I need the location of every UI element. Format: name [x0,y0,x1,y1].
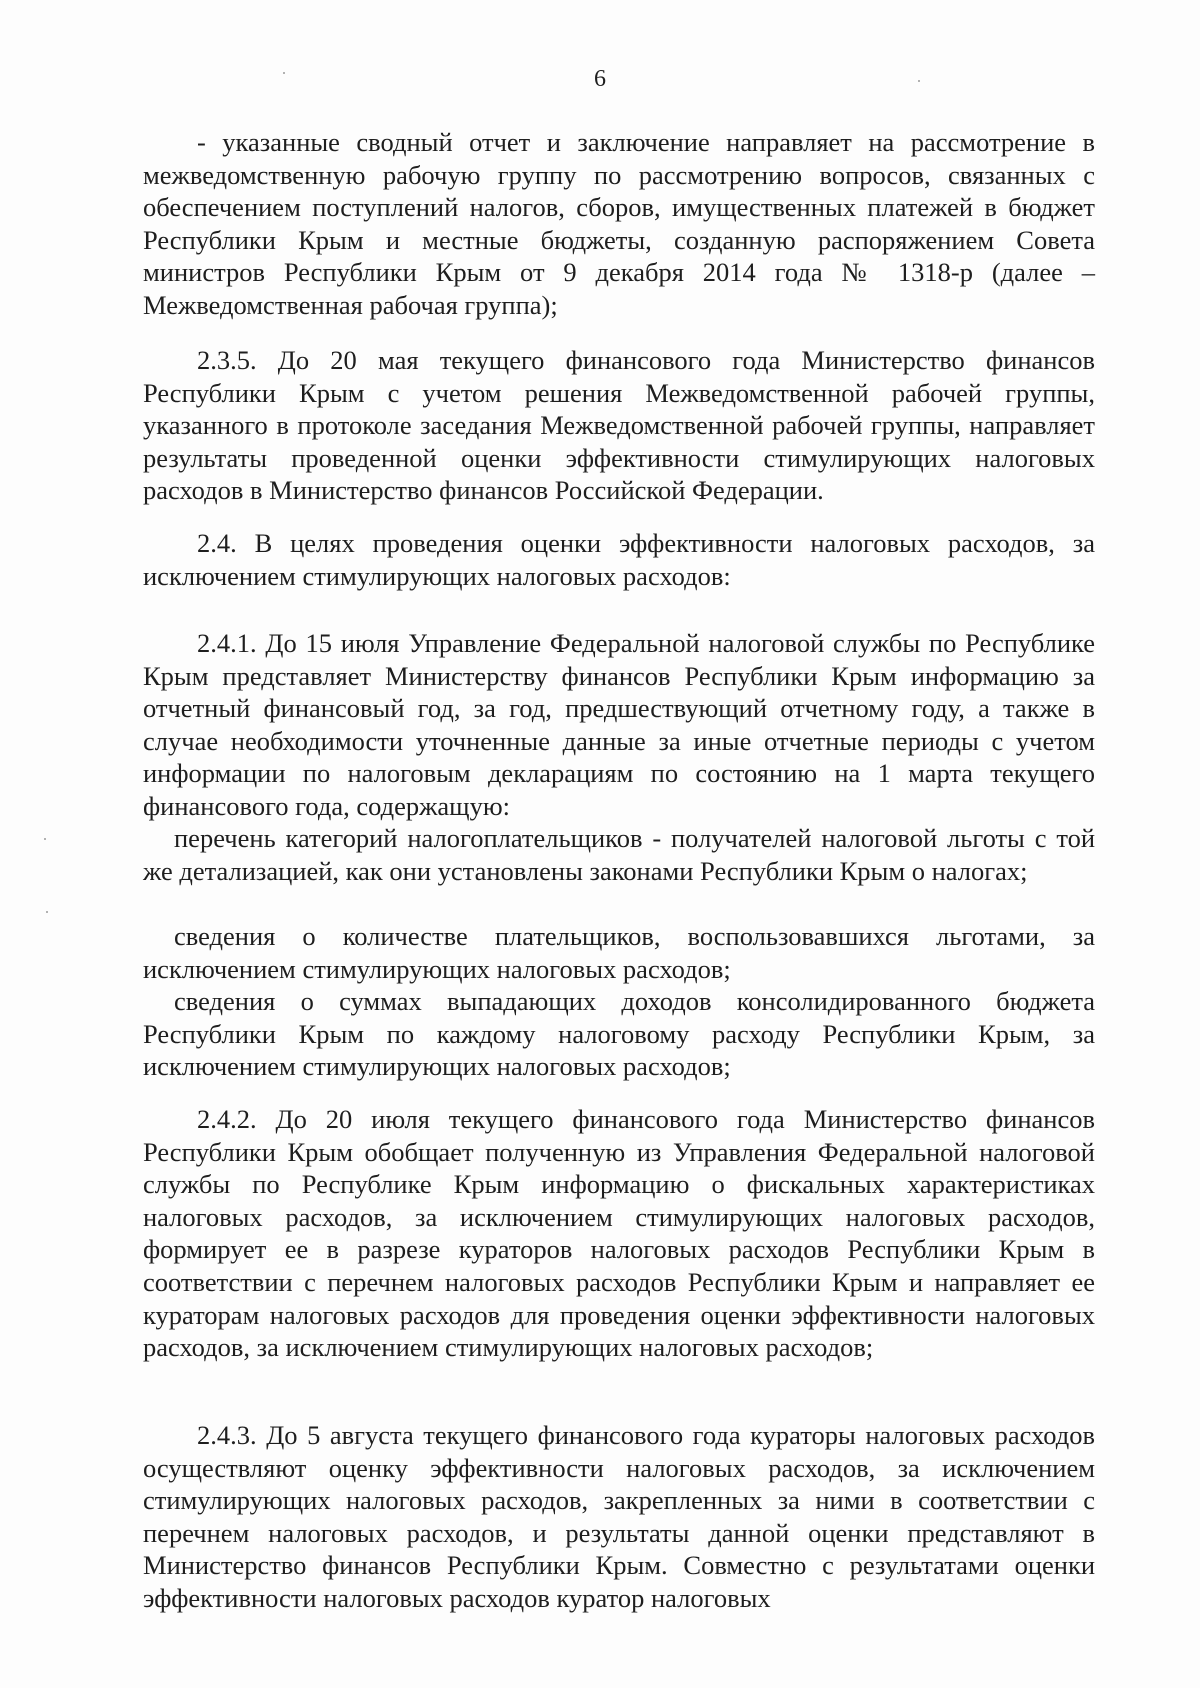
paragraph-2-3-5: 2.3.5. До 20 мая текущего финансового года Министерство финансов Республики Крым с учетом решения Межведомственной рабочей группы, указанного в протоколе заседания Межведомственной рабочей группы, направляет результаты проведенной оценки эффективности стимулирующих налоговых расходов в Министерство финансов Российской Федерации. [143,345,1095,506]
list-item-lost-revenue: сведения о суммах выпадающих доходов консолидированного бюджета Республики Крым по каждому налоговому расходу Республики Крым, за исключением стимулирующих налоговых расходов; [143,986,1095,1082]
page-number: 6 [594,66,606,92]
list-item-taxpayer-categories: перечень категорий налогоплательщиков - получателей налоговой льготы с той же детализацией, как они установлены законами Республики Крым о налогах; [143,823,1095,886]
list-item-payer-count: сведения о количестве плательщиков, воспользовавшихся льготами, за исключением стимулирующих налоговых расходов; [143,921,1095,984]
scan-speck [44,838,46,840]
scan-speck [283,72,285,74]
paragraph-2-4: 2.4. В целях проведения оценки эффективности налоговых расходов, за исключением стимулирующих налоговых расходов: [143,528,1095,591]
scan-speck [46,911,48,913]
paragraph-2-4-1: 2.4.1. До 15 июля Управление Федеральной налоговой службы по Республике Крым представляет Министерству финансов Республики Крым информацию за отчетный финансовый год, за год, предшествующий отчетному году, а также в случае необходимости уточненные данные за иные отчетные периоды с учетом информации по налоговым декларациям по состоянию на 1 марта текущего финансового года, содержащую: [143,628,1095,821]
scan-speck [918,80,920,82]
paragraph-summary-report: - указанные сводный отчет и заключение направляет на рассмотрение в межведомственную рабочую группу по рассмотрению вопросов, связанных с обеспечением поступлений налогов, сборов, имущественных платежей в бюджет Республики Крым и местные бюджеты, созданную распоряжением Совета министров Республики Крым от 9 декабря 2014 года № 1318-р (далее – Межведомственная рабочая группа); [143,127,1095,320]
paragraph-2-4-3: 2.4.3. До 5 августа текущего финансового года кураторы налоговых расходов осуществляют оценку эффективности налоговых расходов, за исключением стимулирующих налоговых расходов, закрепленных за ними в соответствии с перечнем налоговых расходов, и результаты данной оценки представляют в Министерство финансов Республики Крым. Совместно с результатами оценки эффективности налоговых расходов куратор налоговых [143,1420,1095,1613]
paragraph-2-4-2: 2.4.2. До 20 июля текущего финансового года Министерство финансов Республики Крым обобщает полученную из Управления Федеральной налоговой службы по Республике Крым информацию о фискальных характеристиках налоговых расходов, за исключением стимулирующих налоговых расходов, формирует ее в разрезе кураторов налоговых расходов Республики Крым в соответствии с перечнем налоговых расходов Республики Крым и направляет ее кураторам налоговых расходов для проведения оценки эффективности налоговых расходов, за исключением стимулирующих налоговых расходов; [143,1104,1095,1363]
